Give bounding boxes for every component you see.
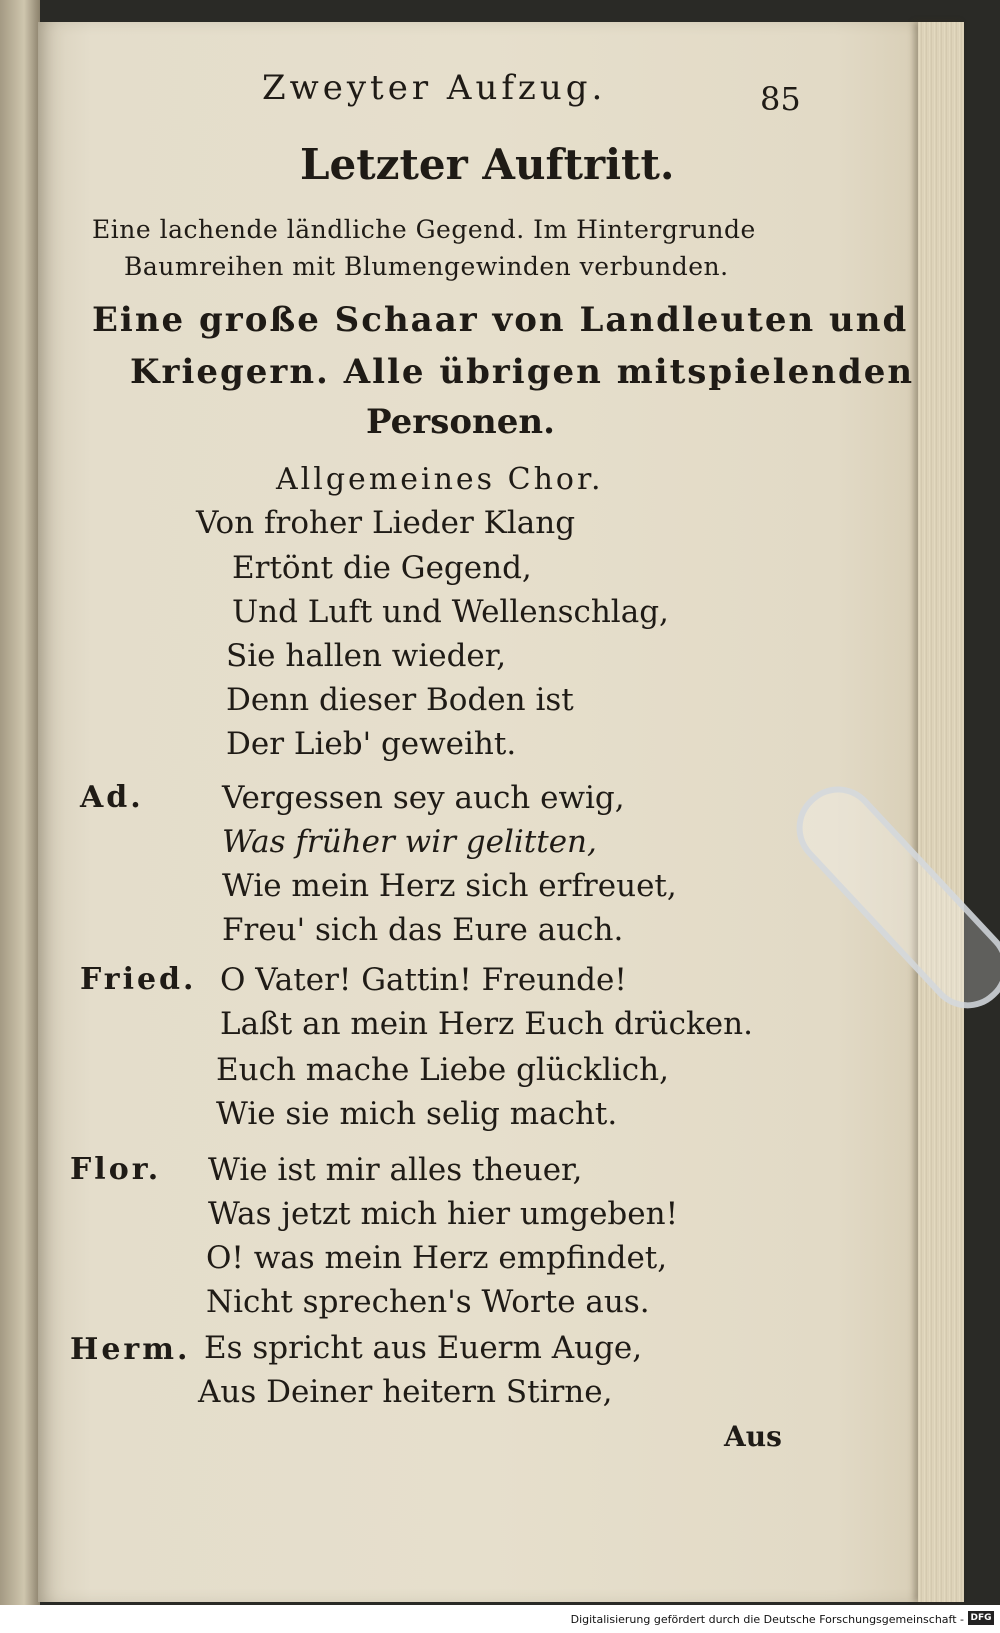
characters-line: Eine große Schaar von Landleuten und: [92, 300, 909, 340]
digitization-credit: Digitalisierung gefördert durch die Deutsche Forschungsgemeinschaft -: [570, 1613, 964, 1626]
verse-line: Was früher wir gelitten,: [222, 824, 597, 860]
speaker-name: Flor.: [70, 1152, 162, 1187]
speaker-name: Herm.: [70, 1332, 191, 1367]
verse-line: Wie mein Herz sich erfreuet,: [222, 868, 677, 904]
verse-line: Wie sie mich selig macht.: [216, 1096, 618, 1132]
speaker-name: Ad.: [80, 780, 144, 815]
verse-line: Ertönt die Gegend,: [232, 550, 532, 586]
stage-direction-line: Baumreihen mit Blumengewinden verbunden.: [124, 252, 729, 281]
verse-line: Von froher Lieder Klang: [196, 505, 576, 541]
verse-line: Aus Deiner heitern Stirne,: [198, 1374, 613, 1410]
verse-line: Freu' sich das Eure auch.: [222, 912, 624, 948]
left-page-edge: [0, 0, 40, 1633]
stage-direction-line: Eine lachende ländliche Gegend. Im Hintergrunde: [92, 215, 756, 244]
running-title: Zweyter Aufzug.: [262, 68, 607, 108]
verse-line: Vergessen sey auch ewig,: [222, 780, 625, 816]
catchword: Aus: [724, 1420, 782, 1453]
verse-line: O! was mein Herz empfindet,: [206, 1240, 668, 1276]
speaker-name: Fried.: [80, 962, 197, 997]
verse-line: O Vater! Gattin! Freunde!: [220, 962, 627, 998]
verse-line: Was jetzt mich hier umgeben!: [208, 1196, 679, 1232]
page-number: 85: [760, 80, 801, 118]
verse-line: Euch mache Liebe glücklich,: [216, 1052, 669, 1088]
verse-line: Denn dieser Boden ist: [226, 682, 574, 718]
chorus-heading: Allgemeines Chor.: [276, 462, 604, 497]
verse-line: Der Lieb' geweiht.: [226, 726, 517, 762]
verse-line: Sie hallen wieder,: [226, 638, 507, 674]
verse-line: Nicht sprechen's Worte aus.: [206, 1284, 650, 1320]
verse-line: Und Luft und Wellenschlag,: [232, 594, 669, 630]
scene-title: Letzter Auftritt.: [300, 140, 675, 189]
verse-line: Wie ist mir alles theuer,: [208, 1152, 583, 1188]
characters-line: Kriegern. Alle übrigen mitspielenden: [130, 352, 915, 392]
verse-line: Laßt an mein Herz Euch drücken.: [220, 1006, 753, 1042]
verse-line: Es spricht aus Euerm Auge,: [204, 1330, 643, 1366]
page-edges: [918, 22, 964, 1602]
dfg-logo: DFG: [968, 1611, 994, 1625]
characters-line: Personen.: [366, 402, 555, 442]
